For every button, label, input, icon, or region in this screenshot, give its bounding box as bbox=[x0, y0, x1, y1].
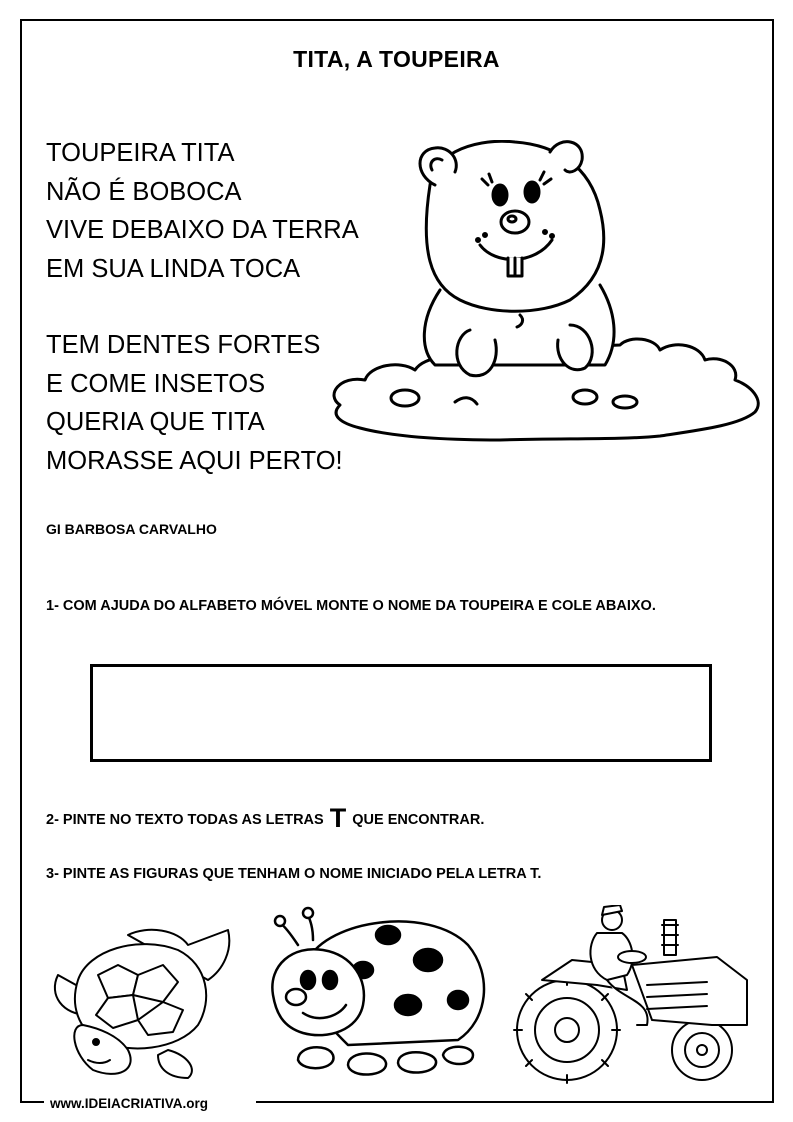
poem-line: MORASSE AQUI PERTO! bbox=[46, 446, 343, 475]
poem-line: QUERIA QUE TITA bbox=[46, 408, 265, 436]
poem-line: TEM DENTES FORTES bbox=[46, 331, 321, 359]
question-2-letter: T bbox=[329, 803, 347, 833]
question-2-text-after: QUE ENCONTRAR. bbox=[348, 812, 485, 828]
answer-box[interactable] bbox=[90, 664, 712, 762]
poem-line: EM SUA LINDA TOCA bbox=[46, 254, 301, 283]
poem-line: TOUPEIRA TITA bbox=[46, 139, 235, 167]
poem-line: E COME INSETOS bbox=[46, 369, 266, 398]
mole-icon bbox=[320, 140, 770, 445]
author-credit: GI BARBOSA CARVALHO bbox=[46, 521, 217, 537]
poem-stanza-1 bbox=[46, 134, 359, 288]
question-2-text-before: 2- PINTE NO TEXTO TODAS AS LETRAS bbox=[46, 812, 328, 828]
question-3: 3- PINTE AS FIGURAS QUE TENHAM O NOME INICIADO PELA LETRA T. bbox=[46, 866, 542, 882]
poem-stanza-2 bbox=[46, 326, 359, 480]
page-title: TITA, A TOUPEIRA bbox=[293, 46, 500, 72]
turtle-icon bbox=[48, 920, 243, 1080]
question-1: 1- COM AJUDA DO ALFABETO MÓVEL MONTE O NOME DA TOUPEIRA E COLE ABAIXO. bbox=[46, 598, 656, 614]
poem bbox=[46, 134, 359, 480]
question-2 bbox=[46, 803, 485, 833]
footer-website[interactable]: www.IDEIACRIATIVA.org bbox=[50, 1096, 208, 1111]
tractor-icon bbox=[512, 905, 762, 1085]
poem-line: VIVE DEBAIXO DA TERRA bbox=[46, 216, 359, 244]
ladybug-icon bbox=[268, 905, 493, 1090]
poem-line: NÃO É BOBOCA bbox=[46, 177, 242, 206]
